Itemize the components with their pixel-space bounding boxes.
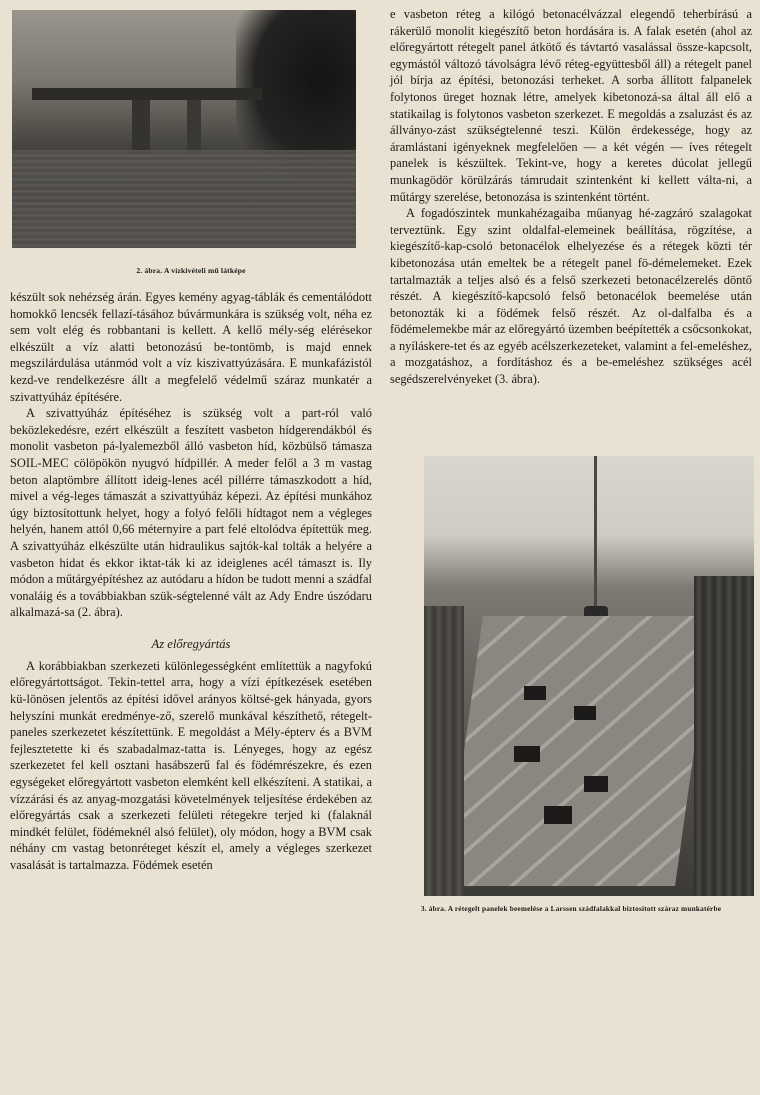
spacer <box>390 388 752 456</box>
photo-panel-lifting-pit <box>424 456 754 896</box>
figure-2-caption: 2. ábra. A vízkivételi mű látképe <box>136 266 246 275</box>
photo-crane-cable <box>594 456 597 616</box>
right-paragraph-1: e vasbeton réteg a kilógó betonacélvázzal elegendő teherbírású a rákerülő monolit kiegészítő beton hordására is. A falak esetén (ahol az előregyártott rétegelt panel átkötő és távtartó vasalással össze-kapcsolt, egymástól változó távolságra lévő réteg-együttesből áll) a rétegelt panel jól bírja az építési, betonozási terheket. A sorba állított falpanelek folytonos üreget hoznak létre, amelyek kibetonozá-sa által áll elő a statikailag is folytonos vasbeton szerkezet. E megoldás a zsaluzást és az állványo-zást szükségtelenné teszi. Külön érdekessége, hogy az áramlástani igényeknek megfelelően — a két végén — íves rétegelt panelek is készültek. Tekint-ve, hogy a keretes dúcolat jellegű munkagödör körülzárás támrudait szintenként ki kellett válta-ni, a műtárgy szerelése, betonozása is szintenként történt. <box>390 7 752 204</box>
photo-bridge-pier <box>187 100 201 155</box>
right-paragraph-2: A fogadószintek munkahézagaiba műanyag hé-zagzáró szalagokat terveztünk. Egy szint oldalfal-elemeinek beállítása, rögzítése, a kiegészítő-kap-csoló betonacélok elhelyezése és a rétegek közti tér kibetonozása után emeltek be a rétegelt panel fö-démelemeket. Ezek tartalmazták a teljes alsó és a felső szerkezeti betonacélzerelés döntő részét. A kiegészítő-kapcsoló felső betonacélok beemelése után betonozták ki a födémek felső részét. Az ol-dalfalba és a födémelemekbe már az előregyártó üzemben beépítették a csőcsonkokat, a nyíláskere-tet és az egyéb acélszerkezeteket, valamint a fel-emeléshez, a mozgatáshoz, a fordításhoz és a be-emeléshez szükséges acél segédszerelvényeket (3. ábra). <box>390 206 752 387</box>
photo-bridge-deck <box>32 88 262 100</box>
left-paragraph-3: A korábbiakban szerkezeti különlegességként említettük a nagyfokú előregyártottságot. Tekin-tettel arra, hogy a vízi építkezések esetében kü-lönösen jelentős az építési idővel arányos költsé-gek hányada, gyors helyszíni munkát eredménye-ző, szerelő munkával készíthető, rétegelt-paneles szerkezetet készítettünk. E megoldást a Mély-épterv és a BVM fejlesztetette ki és szabadalmaz-tatta is. Lényeges, hogy az egész szerkezetet fel kell osztani hasábszerű fal és födémrészekre, és ezen egységeket előregyártott vasbeton elemként kell elkészíteni. A statikai, a vízzárási és az anyag-mozgatási követelmények teljesítése érdekében az előregyártás csak a szerkezeti felületi rétegekre terjed ki (falaknál mindkét felület, födémeknél alsó felület), oly módon, hogy a BVM csak néhány cm vastag betonréteget készít el, amely a végleges szerkezet vasalását is tartalmazza. Födémek esetén <box>10 658 372 872</box>
photo-water-intake-structure <box>12 10 356 248</box>
left-column <box>10 10 372 874</box>
photo-sheet-pile-wall-right <box>694 576 754 896</box>
section-heading-prefabrication: Az előregyártás <box>151 636 231 651</box>
photo-slab-openings <box>514 686 634 876</box>
right-column <box>390 6 752 913</box>
figure-3-caption: 3. ábra. A rétegelt panelek beemelése a Larssen szádfalakkal biztosított száraz munkatérbe <box>420 903 722 913</box>
photo-sheet-pile-wall-left <box>424 606 464 896</box>
left-paragraph-1: készült sok nehézség árán. Egyes kemény agyag-táblák és cementálódott homokkő lencsék fellazí-tásához búvármunkára is szükség volt, néha ez sem volt elég és robbantani is kellett. A kellő mély-ség elérésekor elkészült a víz alatti betonozású be-tontömb, is majd ennek megszilárdulása utánmód volt a víz kiszivattyúzására. E munkafázistól kezd-ve rendelkezésre állt a megfelelő védelmű száraz munkatér a szivattyúház építésére. <box>10 290 372 404</box>
left-paragraph-2: A szivattyúház építéséhez is szükség volt a part-ról való beközlekedésre, ezért elkészült a feszített vasbeton hídgerendákból és monolit vasbeton pá-lyalemezből álló vasbeton híd, közbülső támasza SOIL-MEC cölöpökön nyugvó hídpillér. A meder felől a 3 m vastag beton alaptömbre állított ideig-lenes acél pillérre támaszkodott a híd, mivel a vég-leges támaszát a szivattyúház képezi. Az építési munkához úgy biztosítottunk helyet, hogy a folyó felőli hídtagot nem a végleges helyén, hanem attól 0,66 méternyire a part felé eltolódva építettük meg. A szivattyúház elkészülte után hidraulikus sajtók-kal tolták a helyére a vasbeton hidat és ekkor iktat-ták ki az ideiglenes acél támaszt is. Ily módon a műtárgyépítéshez az autódaru a hídon be tudott menni a szádfal vonaláig és a továbbiakban szük-ségtelenné vált az Ady Endre úszódaru alkalmazá-sa (2. ábra). <box>10 406 372 620</box>
photo-bridge-pier <box>132 100 150 155</box>
photo-river-water <box>12 150 356 248</box>
